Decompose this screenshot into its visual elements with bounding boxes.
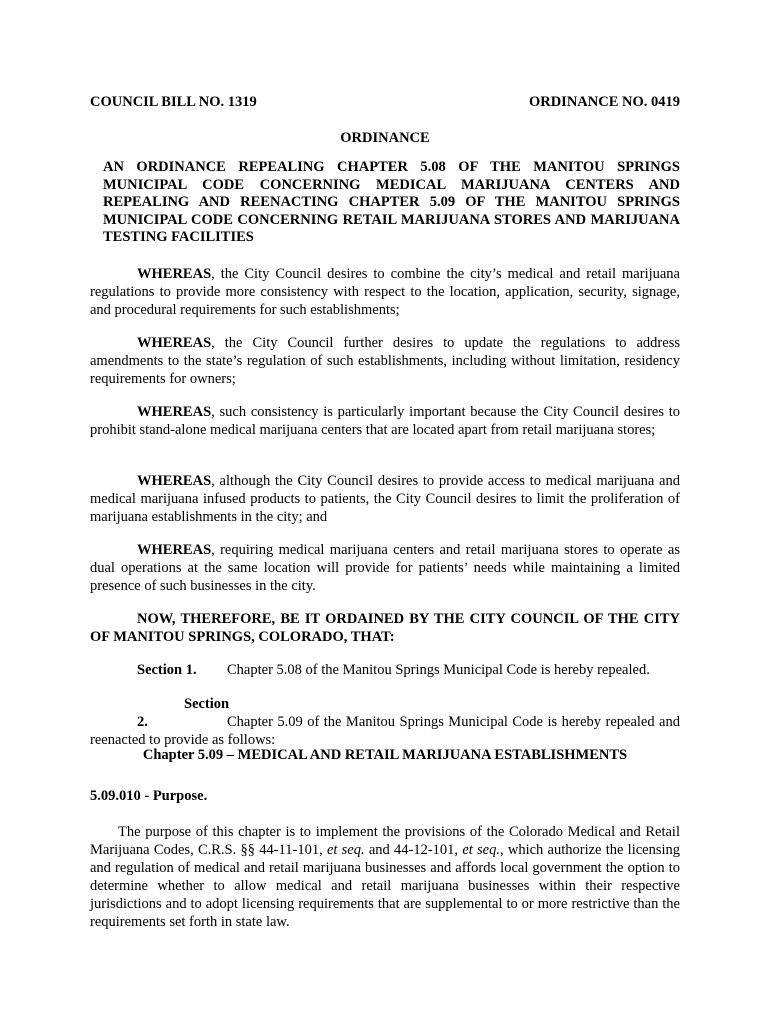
ordinance-title: AN ORDINANCE REPEALING CHAPTER 5.08 OF THE MANITOU SPRINGS MUNICIPAL CODE CONCERNING MEDICAL MARIJUANA CENTERS AND REPEALING AND REENACTING CHAPTER 5.09 OF THE MANITOU SPRINGS MUNICIPAL CODE CONCERNING RETAIL MARIJUANA STORES AND MARIJUANA TESTING FACILITIES [103,159,680,245]
whereas-paragraph-3 [90,403,680,439]
chapter-heading: Chapter 5.09 – MEDICAL AND RETAIL MARIJUANA ESTABLISHMENTS [142,747,628,763]
ordain-clause: NOW, THEREFORE, BE IT ORDAINED BY THE CITY COUNCIL OF THE CITY OF MANITOU SPRINGS, COLORADO, THAT: [90,611,680,645]
whereas-text: , such consistency is particularly important because the City Council desires to prohibit stand-alone medical marijuana centers that are located apart from retail marijuana stores; [90,404,680,438]
section-1 [137,661,680,679]
document-header [90,93,680,111]
purpose-text-1: The purpose of this chapter is to implement the provisions of the Colorado Medical and Retail Marijuana Codes, C.R.S. §§ 44-11-101, [90,824,680,858]
whereas-label: WHEREAS [137,542,212,558]
purpose-et-seq-2: et seq. [462,842,500,858]
whereas-paragraph-5 [90,541,680,595]
purpose-text-3: , which authorize the licensing and regulation of medical and retail marijuana businesses and affords local government the option to determine whether to allow medical and retail marijuana businesses within their respective jurisdictions and to adopt licensing requirements that are supplemental to or more restrictive than the requirements set forth in state law. [90,842,681,930]
whereas-text: , the City Council further desires to update the regulations to address amendments to the state’s regulation of such establishments, including without limitation, residency requirements for owners; [90,335,680,387]
section-2-text: Chapter 5.09 of the Manitou Springs Municipal Code is hereby repealed and reenacted to provide as follows: [90,714,680,748]
whereas-label: WHEREAS [137,404,212,420]
council-bill-number: COUNCIL BILL NO. 1319 [90,94,257,110]
whereas-paragraph-4 [90,472,680,526]
purpose-paragraph [90,823,680,931]
ordinance-heading: ORDINANCE [340,130,430,146]
section-1-text: Chapter 5.08 of the Manitou Springs Municipal Code is hereby repealed. [227,662,650,678]
section-2-label: Section 2. [137,696,230,730]
purpose-et-seq-1: et seq. [326,842,365,858]
whereas-label: WHEREAS [137,473,212,489]
whereas-paragraph-2 [90,334,680,388]
ordinance-number: ORDINANCE NO. 0419 [528,94,680,110]
whereas-text: , requiring medical marijuana centers and retail marijuana stores to operate as dual operations at the same location will provide for patients’ needs while maintaining a limited presence of such businesses in the city. [90,542,680,594]
whereas-label: WHEREAS [137,335,212,351]
section-1-label: Section 1. [137,662,197,678]
whereas-text: , the City Council desires to combine the city’s medical and retail marijuana regulations to provide more consistency with respect to the location, application, security, signage, and procedural requirements for such establishments; [90,266,680,318]
whereas-paragraph-1 [90,265,680,319]
whereas-text: , although the City Council desires to provide access to medical marijuana and medical marijuana infused products to patients, the City Council desires to limit the proliferation of marijuana establishments in the city; and [90,473,680,525]
whereas-label: WHEREAS [137,266,212,282]
purpose-text-2: and 44-12-101, [364,842,463,858]
purpose-heading: 5.09.010 - Purpose. [90,788,208,804]
section-2 [90,695,680,749]
